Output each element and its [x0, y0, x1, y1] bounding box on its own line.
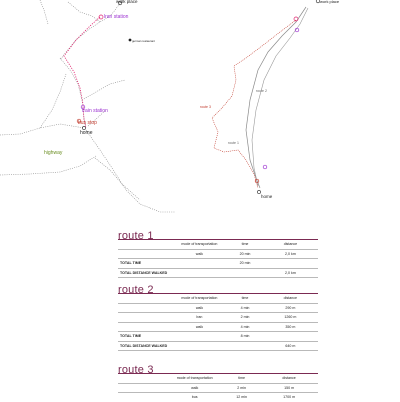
- table-row: [118, 249, 318, 259]
- cell-distance: 150 m: [260, 383, 318, 393]
- total-distance-label: TOTAL DISTANCE WALKED: [118, 341, 172, 351]
- label-train-station: train station: [82, 108, 108, 114]
- table-row: [118, 383, 318, 393]
- cell-mode: lran: [172, 313, 228, 323]
- label-work-place: work place: [116, 0, 138, 4]
- right-label-route1: route 1: [228, 141, 239, 145]
- cell-distance: 1260 m: [263, 313, 318, 323]
- route-3-title: route 3: [118, 364, 154, 376]
- cell-mode: walk: [166, 383, 223, 393]
- cell-mode: walk: [172, 322, 228, 332]
- total-time-row: [118, 332, 318, 342]
- table-header-row: [118, 294, 318, 304]
- route-1-title: route 1: [118, 230, 154, 242]
- total-time-row: [118, 259, 318, 269]
- cell-distance: 1700 m: [260, 393, 318, 402]
- table-row: [118, 322, 318, 332]
- col-distance: distance: [263, 240, 318, 250]
- col-time: time: [227, 240, 263, 250]
- col-mode: mode of transportation: [172, 294, 228, 304]
- cell-mode: walk: [172, 303, 228, 313]
- cell-distance: 2,0 km: [263, 249, 318, 259]
- col-distance: distance: [263, 294, 318, 304]
- right-label-home: home: [261, 194, 273, 199]
- cell-time: 4 min: [227, 322, 262, 332]
- route-3-table: [118, 373, 318, 402]
- cell-time: 2 min: [223, 383, 260, 393]
- total-distance-value: 640 m: [263, 341, 318, 351]
- right-map: [200, 0, 340, 199]
- total-distance-label: TOTAL DISTANCE WALKED: [118, 268, 172, 278]
- total-time-value: 8 min: [227, 332, 262, 342]
- total-distance-row: [118, 268, 318, 278]
- right-label-route2: route 2: [256, 89, 267, 93]
- label-german-restaurant: german restaurant: [132, 39, 155, 43]
- right-lran-station-marker[interactable]: [294, 17, 298, 21]
- label-highway: highway: [44, 150, 63, 156]
- right-train-station-marker-bottom[interactable]: [263, 165, 267, 169]
- table-row: [118, 393, 318, 402]
- label-bus-stop: bus stop: [78, 120, 97, 126]
- cell-distance: 350 m: [263, 322, 318, 332]
- total-time-label: TOTAL TIME: [118, 259, 172, 269]
- col-mode: mode of transportation: [172, 240, 228, 250]
- col-distance: distance: [260, 374, 318, 384]
- left-map: [0, 0, 175, 212]
- right-label-work-place: work place: [320, 0, 340, 4]
- right-label-route3: route 3: [200, 105, 211, 109]
- label-lran-station: [104, 14, 129, 20]
- route-2-table: [118, 293, 318, 351]
- route-2-title: route 2: [118, 284, 154, 296]
- total-distance-value: 2,0 km: [263, 268, 318, 278]
- total-time-value: 20 min: [227, 259, 263, 269]
- cell-mode: bus: [166, 393, 223, 402]
- cell-time: 2 min: [227, 313, 262, 323]
- table-header-row: [118, 240, 318, 250]
- col-mode: mode of transportation: [166, 374, 223, 384]
- german-restaurant-pin[interactable]: [129, 39, 132, 42]
- label-lran-station-text: lran station: [104, 14, 129, 20]
- table-row: [118, 313, 318, 323]
- table-row: [118, 303, 318, 313]
- route-1-table: [118, 239, 318, 278]
- col-time: time: [227, 294, 262, 304]
- cell-time: 20 min: [227, 249, 263, 259]
- total-distance-row: [118, 341, 318, 351]
- cell-time: 4 min: [227, 303, 262, 313]
- col-time: time: [223, 374, 260, 384]
- label-home: home: [80, 130, 93, 136]
- cell-time: 12 min: [223, 393, 260, 402]
- cell-distance: 290 m: [263, 303, 318, 313]
- cell-mode: walk: [172, 249, 228, 259]
- total-time-label: TOTAL TIME: [118, 332, 172, 342]
- table-header-row: [118, 374, 318, 384]
